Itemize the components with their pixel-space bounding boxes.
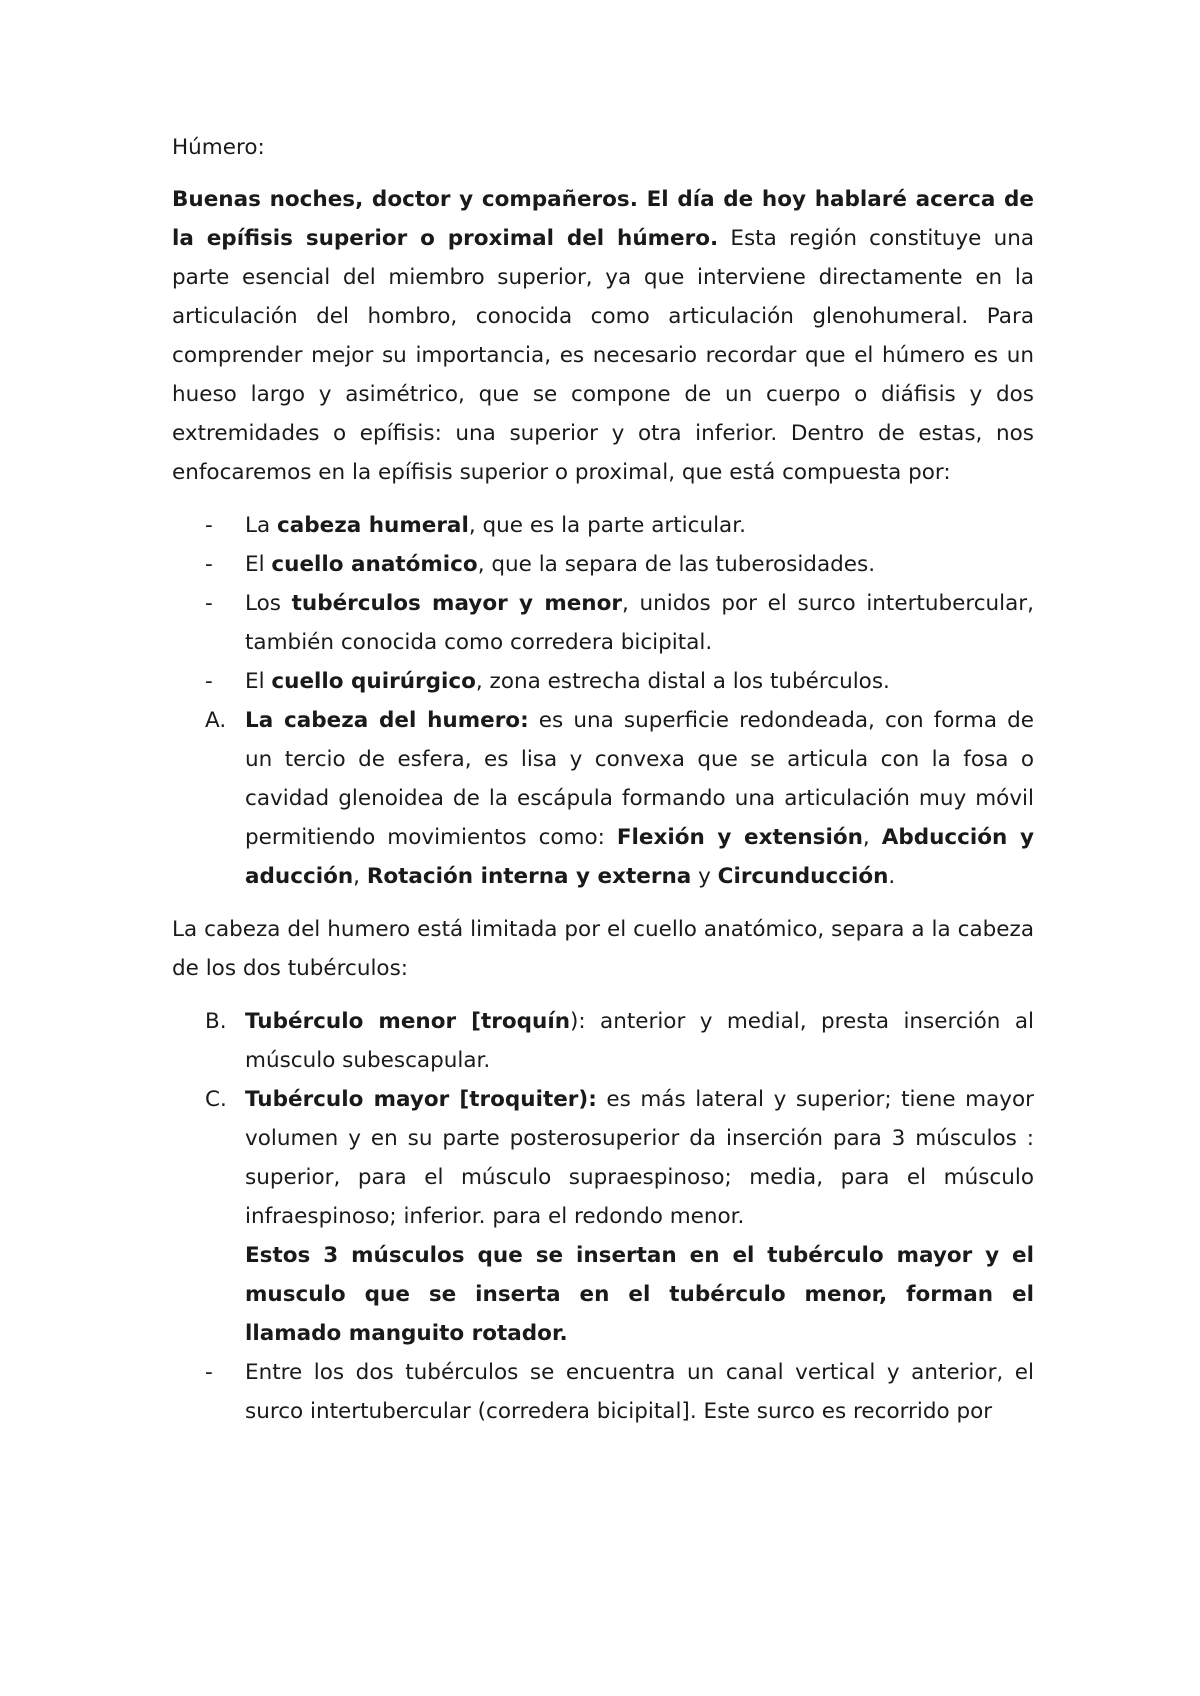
list-item-pre: El xyxy=(245,669,272,694)
intro-paragraph xyxy=(172,180,1034,492)
list-item xyxy=(172,545,1034,584)
list-marker: A. xyxy=(205,708,227,733)
item-c-text: es más lateral y superior; tiene mayor volumen y en su parte posterosuperior da inserción para 3 músculos : superior, para el músculo supraespinoso; media, para el músculo infraespinoso; inferior. para el redondo menor. xyxy=(245,1087,1034,1229)
list-item-bold: cuello quirúrgico xyxy=(271,669,476,694)
document-page xyxy=(172,128,1034,1431)
list-item-last xyxy=(172,1353,1034,1431)
item-a-text: es una superficie redondeada, con forma de un tercio de esfera, es lisa y convexa que se articula con la fosa o cavidad glenoidea de la escápula formando una articulación muy móvil permitiendo movimientos como: xyxy=(245,708,1035,850)
list-item-bold: cabeza humeral xyxy=(277,513,469,538)
list-marker: B. xyxy=(205,1009,227,1034)
item-b-text: ): anterior y medial, presta inserción al músculo subescapular. xyxy=(245,1009,1034,1073)
list-marker: - xyxy=(205,552,213,577)
list-marker: - xyxy=(205,591,213,616)
tubercle-list xyxy=(172,1002,1034,1431)
movement-1: Flexión y extensión xyxy=(616,825,863,850)
list-item xyxy=(172,506,1034,545)
item-b-bold: Tubérculo menor [troquín xyxy=(245,1009,570,1034)
list-item-post: , zona estrecha distal a los tubérculos. xyxy=(475,669,890,694)
list-item-post: , unidos por el surco intertubercular, también conocida como corredera bicipital. xyxy=(245,591,1034,655)
separator: , xyxy=(353,864,367,889)
separator: y xyxy=(691,864,718,889)
list-item-bold: tubérculos mayor y menor xyxy=(291,591,622,616)
item-last-text: Entre los dos tubérculos se encuentra un canal vertical y anterior, el surco intertubercular (corredera bicipital]. Este surco es recorrido por xyxy=(245,1360,1034,1424)
closing-paragraph: La cabeza del humero está limitada por el cuello anatómico, separa a la cabeza de los dos tubérculos: xyxy=(172,917,1034,981)
list-item-pre: Los xyxy=(245,591,292,616)
list-marker: - xyxy=(205,513,213,538)
movement-4: Circunducción xyxy=(717,864,889,889)
movement-3: Rotación interna y externa xyxy=(366,864,692,889)
list-marker: C. xyxy=(205,1087,227,1112)
list-item-b xyxy=(172,1002,1034,1080)
list-item-c xyxy=(172,1080,1034,1236)
list-item-pre: La xyxy=(245,513,277,538)
list-item-pre: El xyxy=(245,552,272,577)
list-item xyxy=(172,584,1034,662)
item-c-bold: Tubérculo mayor [troquiter): xyxy=(245,1087,597,1112)
note-bold: Estos 3 músculos que se insertan en el tubérculo mayor y el musculo que se inserta en el tubérculo menor, forman el llamado manguito rotador. xyxy=(245,1243,1034,1346)
rotator-cuff-note xyxy=(172,1236,1034,1353)
list-item-a xyxy=(172,701,1034,896)
list-item-post: , que es la parte articular. xyxy=(468,513,746,538)
movement-2: Abducción y aducción xyxy=(245,825,1034,889)
item-a-bold: La cabeza del humero: xyxy=(245,708,529,733)
list-marker: - xyxy=(205,1360,213,1385)
list-item-post: , que la separa de las tuberosidades. xyxy=(477,552,876,577)
list-item xyxy=(172,662,1034,701)
list-marker: - xyxy=(205,669,213,694)
document-title: Húmero: xyxy=(172,135,265,160)
component-list xyxy=(172,506,1034,896)
list-item-bold: cuello anatómico xyxy=(271,552,478,577)
separator: . xyxy=(888,864,896,889)
separator: , xyxy=(862,825,882,850)
intro-text: Esta región constituye una parte esencial del miembro superior, ya que interviene directamente en la articulación del hombro, conocida como articulación glenohumeral. Para comprender mejor su importancia, es necesario recordar que el húmero es un hueso largo y asimétrico, que se compone de un cuerpo o diáfisis y dos extremidades o epífisis: una superior y otra inferior. Dentro de estas, nos enfocaremos en la epífisis superior o proximal, que está compuesta por: xyxy=(172,226,1034,485)
intro-bold-text: Buenas noches, doctor y compañeros. El día de hoy hablaré acerca de la epífisis superior o proximal del húmero. xyxy=(172,187,1034,251)
